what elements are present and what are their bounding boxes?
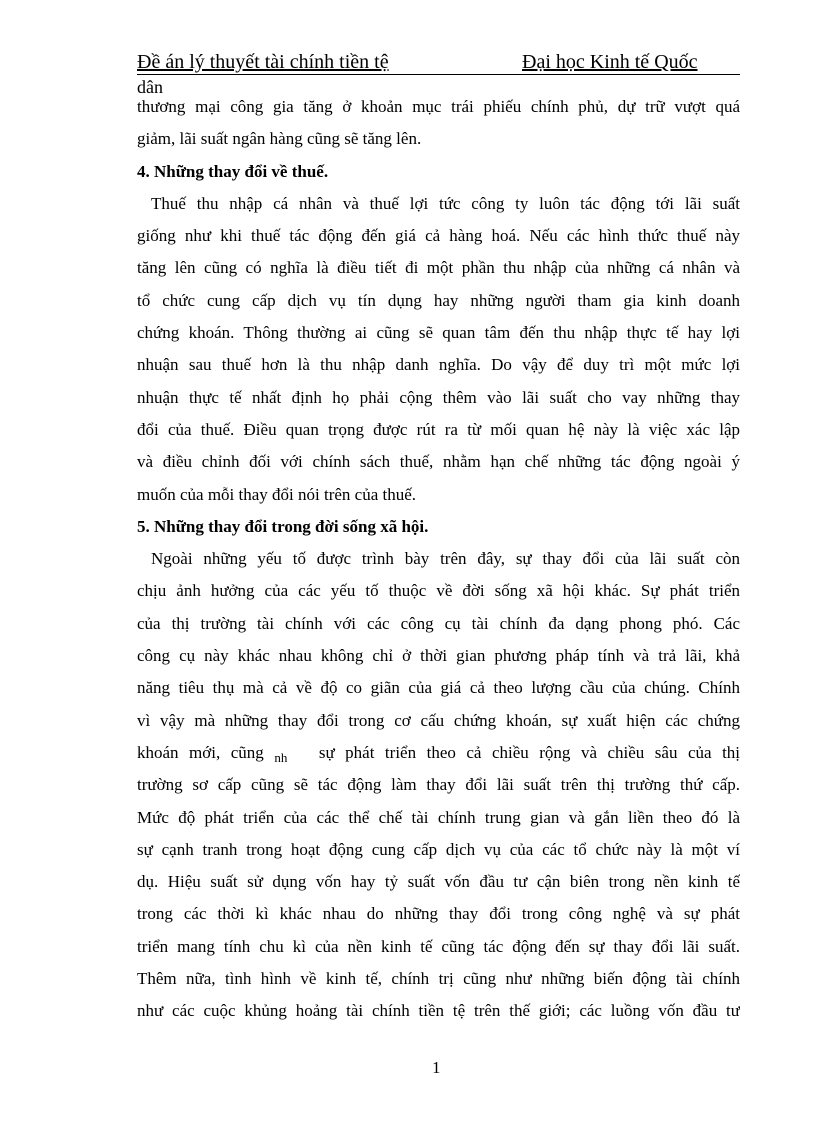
text-line: nhuận thực tế nhất định họ phải cộng thêm vào lãi suất cho vay những thay bbox=[137, 387, 740, 407]
text-line: tăng lên cũng có nghĩa là điều tiết đi một phần thu nhập của những cá nhân và bbox=[137, 258, 740, 278]
text-line: vì vậy mà những thay đổi trong cơ cấu chứng khoán, sự xuất hiện các chứng bbox=[137, 710, 740, 730]
text-fragment: khoán mới, cũng bbox=[137, 742, 264, 762]
text-line: Thêm nữa, tình hình về kinh tế, chính trị cũng như những biến động tài chính bbox=[137, 969, 740, 989]
text-line: của thị trường tài chính với các công cụ tài chính đa dạng phong phó. Các bbox=[137, 613, 740, 633]
text-line: Ngoài những yếu tố được trình bày trên đây, sự thay đổi của lãi suất còn bbox=[151, 549, 740, 569]
text-line-with-subscript bbox=[137, 737, 740, 769]
section-heading-taxes: 4. Những thay đổi về thuế. bbox=[137, 161, 329, 181]
text-line: dụ. Hiệu suất sử dụng vốn hay tỷ suất vốn đầu tư cận biên trong nền kinh tế bbox=[137, 872, 740, 892]
header-title-left: Đề án lý thuyết tài chính tiền tệ bbox=[137, 51, 389, 73]
text-line: thương mại công gia tăng ở khoản mục trái phiếu chính phủ, dự trữ vượt quá bbox=[137, 97, 740, 116]
subscript-fragment: nh bbox=[274, 749, 288, 765]
text-line: nhuận sau thuế hơn là thu nhập danh nghĩa. Do vậy để duy trì một mức lợi bbox=[137, 355, 740, 375]
text-line: Mức độ phát triển của các thể chế tài chính trung gian và gắn liền theo đó là bbox=[137, 807, 740, 827]
text-line: như các cuộc khủng hoảng tài chính tiền tệ trên thế giới; các luồng vốn đầu tư bbox=[137, 1001, 740, 1021]
text-line: đổi của thuế. Điều quan trọng được rút ra từ mối quan hệ này là việc xác lập bbox=[137, 419, 740, 439]
text-line: giảm, lãi suất ngân hàng cũng sẽ tăng lên. bbox=[137, 129, 422, 149]
text-line: năng tiêu thụ mà cả về độ co giãn của giá cả theo lượng cầu của chúng. Chính bbox=[137, 678, 740, 698]
text-line: tổ chức cung cấp dịch vụ tín dụng hay những người tham gia kinh doanh bbox=[137, 290, 740, 310]
page-header bbox=[137, 50, 740, 75]
page-number: 1 bbox=[432, 1058, 441, 1077]
header-title-right: Đại học Kinh tế Quốc bbox=[522, 51, 698, 73]
text-line: Thuế thu nhập cá nhân và thuế lợi tức công ty luôn tác động tới lãi suất bbox=[151, 193, 740, 213]
text-line: triển mang tính chu kì của nền kinh tế cũng tác động đến sự thay đổi lãi suất. bbox=[137, 936, 740, 956]
text-line: và điều chỉnh đối với chính sách thuế, nhằm hạn chế những tác động ngoài ý bbox=[137, 452, 740, 472]
text-line: trường sơ cấp cũng sẽ tác động làm thay đổi lãi suất trên thị trường thứ cấp. bbox=[137, 775, 740, 795]
text-line: trong các thời kì khác nhau do những thay đổi trong công nghệ và sự phát bbox=[137, 904, 740, 924]
header-continuation: dân bbox=[137, 77, 163, 97]
body-text bbox=[137, 91, 740, 1028]
text-line: chứng khoán. Thông thường ai cũng sẽ quan tâm đến thu nhập thực tế hay lợi bbox=[137, 323, 740, 343]
text-line: công cụ này khác nhau không chỉ ở thời gian phương pháp tính và trả lãi, khả bbox=[137, 646, 740, 666]
text-line: sự cạnh tranh trong hoạt động cung cấp dịch vụ của các tổ chức này là một ví bbox=[137, 839, 740, 859]
text-fragment: sự phát triển theo cả chiều rộng và chiều sâu của thị bbox=[318, 742, 740, 762]
text-line: giống như khi thuế tác động đến giá cả hàng hoá. Nếu các hình thức thuế này bbox=[137, 226, 740, 246]
text-line: muốn của mỗi thay đổi nói trên của thuế. bbox=[137, 484, 417, 504]
text-line: chịu ảnh hưởng của các yếu tố thuộc về đời sống xã hội khác. Sự phát triển bbox=[137, 581, 740, 601]
section-heading-social-life: 5. Những thay đổi trong đời sống xã hội. bbox=[137, 516, 429, 536]
